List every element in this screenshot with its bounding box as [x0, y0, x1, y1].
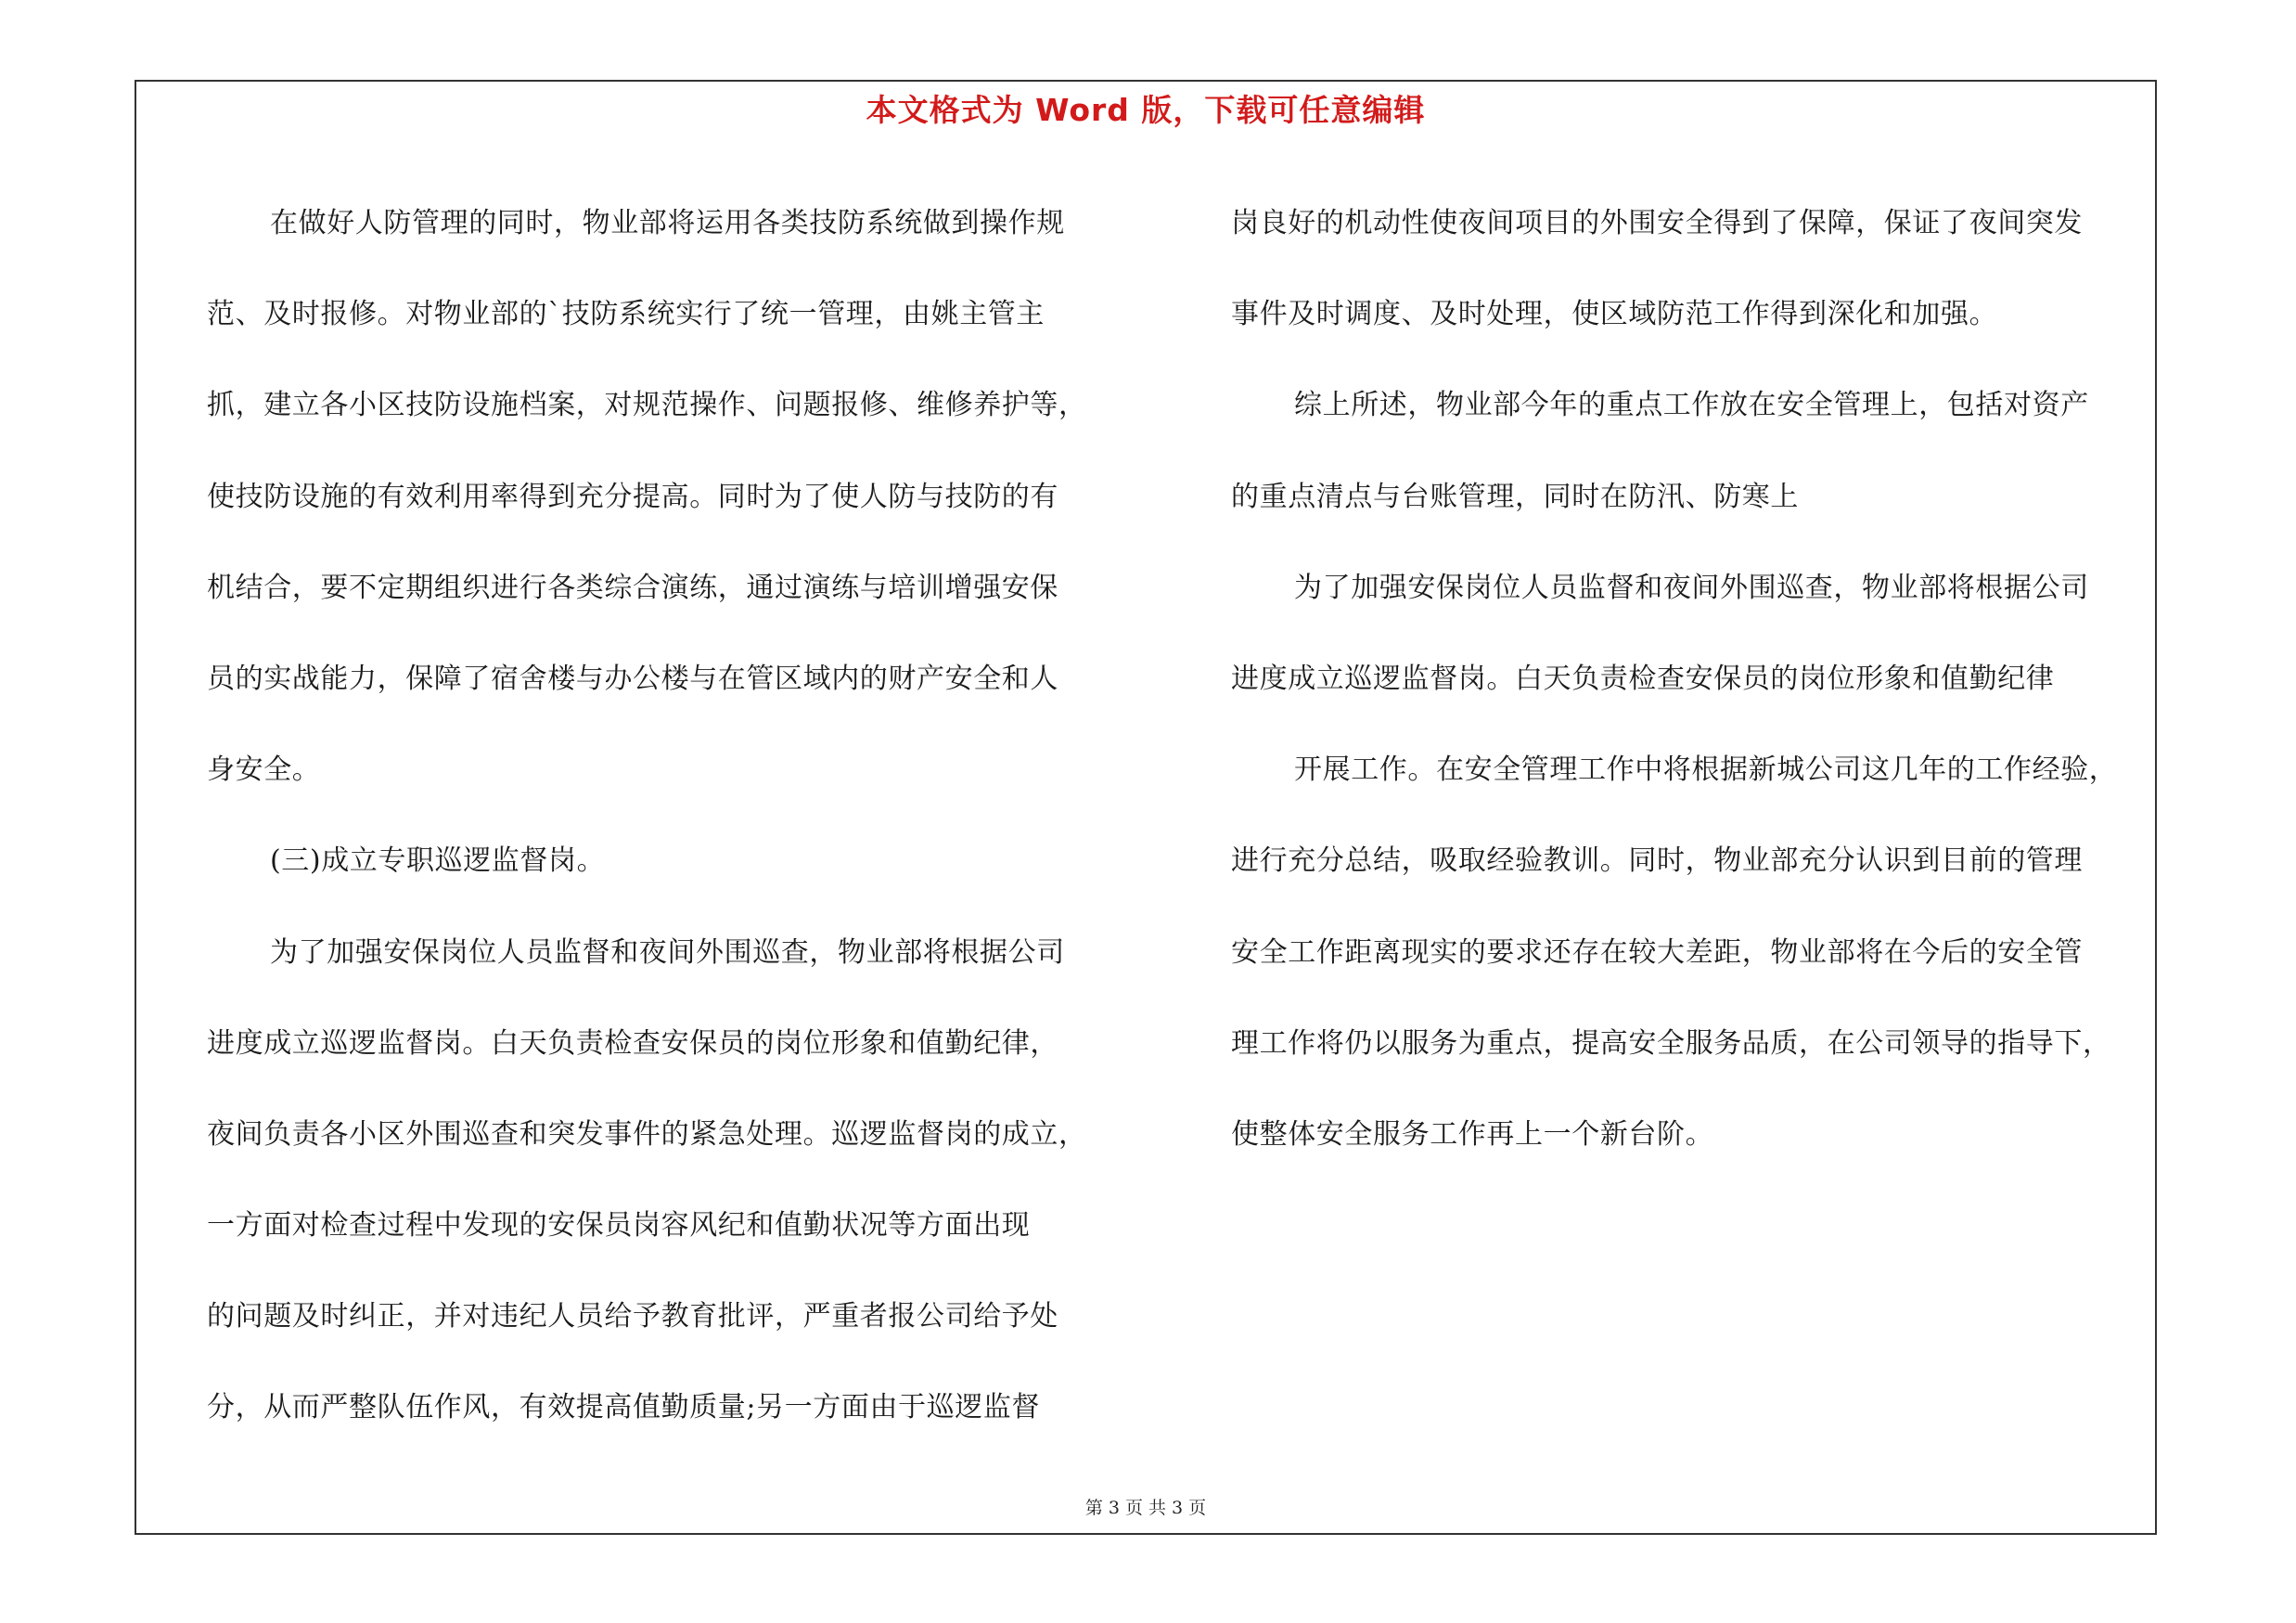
text-line: 综上所述，物业部今年的重点工作放在安全管理上，包括对资产 — [1294, 389, 2089, 422]
text-line: 使整体安全服务工作再上一个新台阶。 — [1231, 1117, 1714, 1151]
text-line: 的问题及时纠正，并对违纪人员给予教育批评，严重者报公司给予处 — [207, 1300, 1058, 1333]
text-line: 使技防设施的有效利用率得到充分提高。同时为了使人防与技防的有 — [207, 480, 1058, 513]
text-line: 一方面对检查过程中发现的安保员岗容风纪和值勤状况等方面出现 — [207, 1209, 1031, 1243]
text-line: 安全工作距离现实的要求还存在较大差距，物业部将在今后的安全管 — [1231, 935, 2083, 969]
text-line: 为了加强安保岗位人员监督和夜间外围巡查，物业部将根据公司 — [270, 935, 1065, 969]
text-line: 的重点清点与台账管理，同时在防汛、防寒上 — [1231, 480, 1799, 513]
text-line: 范、及时报修。对物业部的`技防系统实行了统一管理，由姚主管主 — [207, 298, 1045, 331]
text-line: 员的实战能力，保障了宿舍楼与办公楼与在管区域内的财产安全和人 — [207, 662, 1058, 695]
text-line: 身安全。 — [207, 754, 321, 787]
document-page — [135, 80, 2157, 1535]
text-line: 在做好人防管理的同时，物业部将运用各类技防系统做到操作规 — [270, 207, 1065, 239]
text-line: 分，从而严整队伍作风，有效提高值勤质量;另一方面由于巡逻监督 — [207, 1391, 1041, 1424]
text-line: 为了加强安保岗位人员监督和夜间外围巡查，物业部将根据公司 — [1294, 571, 2089, 604]
right-text-column — [1231, 178, 2149, 1180]
page-number: 第 3 页 共 3 页 — [1084, 1498, 1207, 1518]
text-line: 岗良好的机动性使夜间项目的外围安全得到了保障，保证了夜间突发 — [1231, 207, 2083, 239]
text-line: 抓，建立各小区技防设施档案，对规范操作、问题报修、维修养护等， — [207, 389, 1087, 422]
left-text-column — [207, 178, 1292, 1454]
word-format-notice: 本文格式为 Word 版，下载可任意编辑 — [866, 92, 1426, 128]
text-line: 进行充分总结，吸取经验教训。同时，物业部充分认识到目前的管理 — [1231, 844, 2083, 878]
text-line: 进度成立巡逻监督岗。白天负责检查安保员的岗位形象和值勤纪律 — [1231, 662, 2055, 695]
text-line: 夜间负责各小区外围巡查和突发事件的紧急处理。巡逻监督岗的成立， — [207, 1117, 1087, 1151]
text-line: 进度成立巡逻监督岗。白天负责检查安保员的岗位形象和值勤纪律， — [207, 1026, 1058, 1060]
text-line: 理工作将仍以服务为重点，提高安全服务品质，在公司领导的指导下， — [1231, 1026, 2111, 1060]
text-line: 开展工作。在安全管理工作中将根据新城公司这几年的工作经验， — [1294, 754, 2118, 787]
text-line: 机结合，要不定期组织进行各类综合演练，通过演练与培训增强安保 — [207, 571, 1058, 604]
text-line: 事件及时调度、及时处理，使区域防范工作得到深化和加强。 — [1231, 298, 1998, 331]
text-line: (三)成立专职巡逻监督岗。 — [270, 844, 606, 878]
